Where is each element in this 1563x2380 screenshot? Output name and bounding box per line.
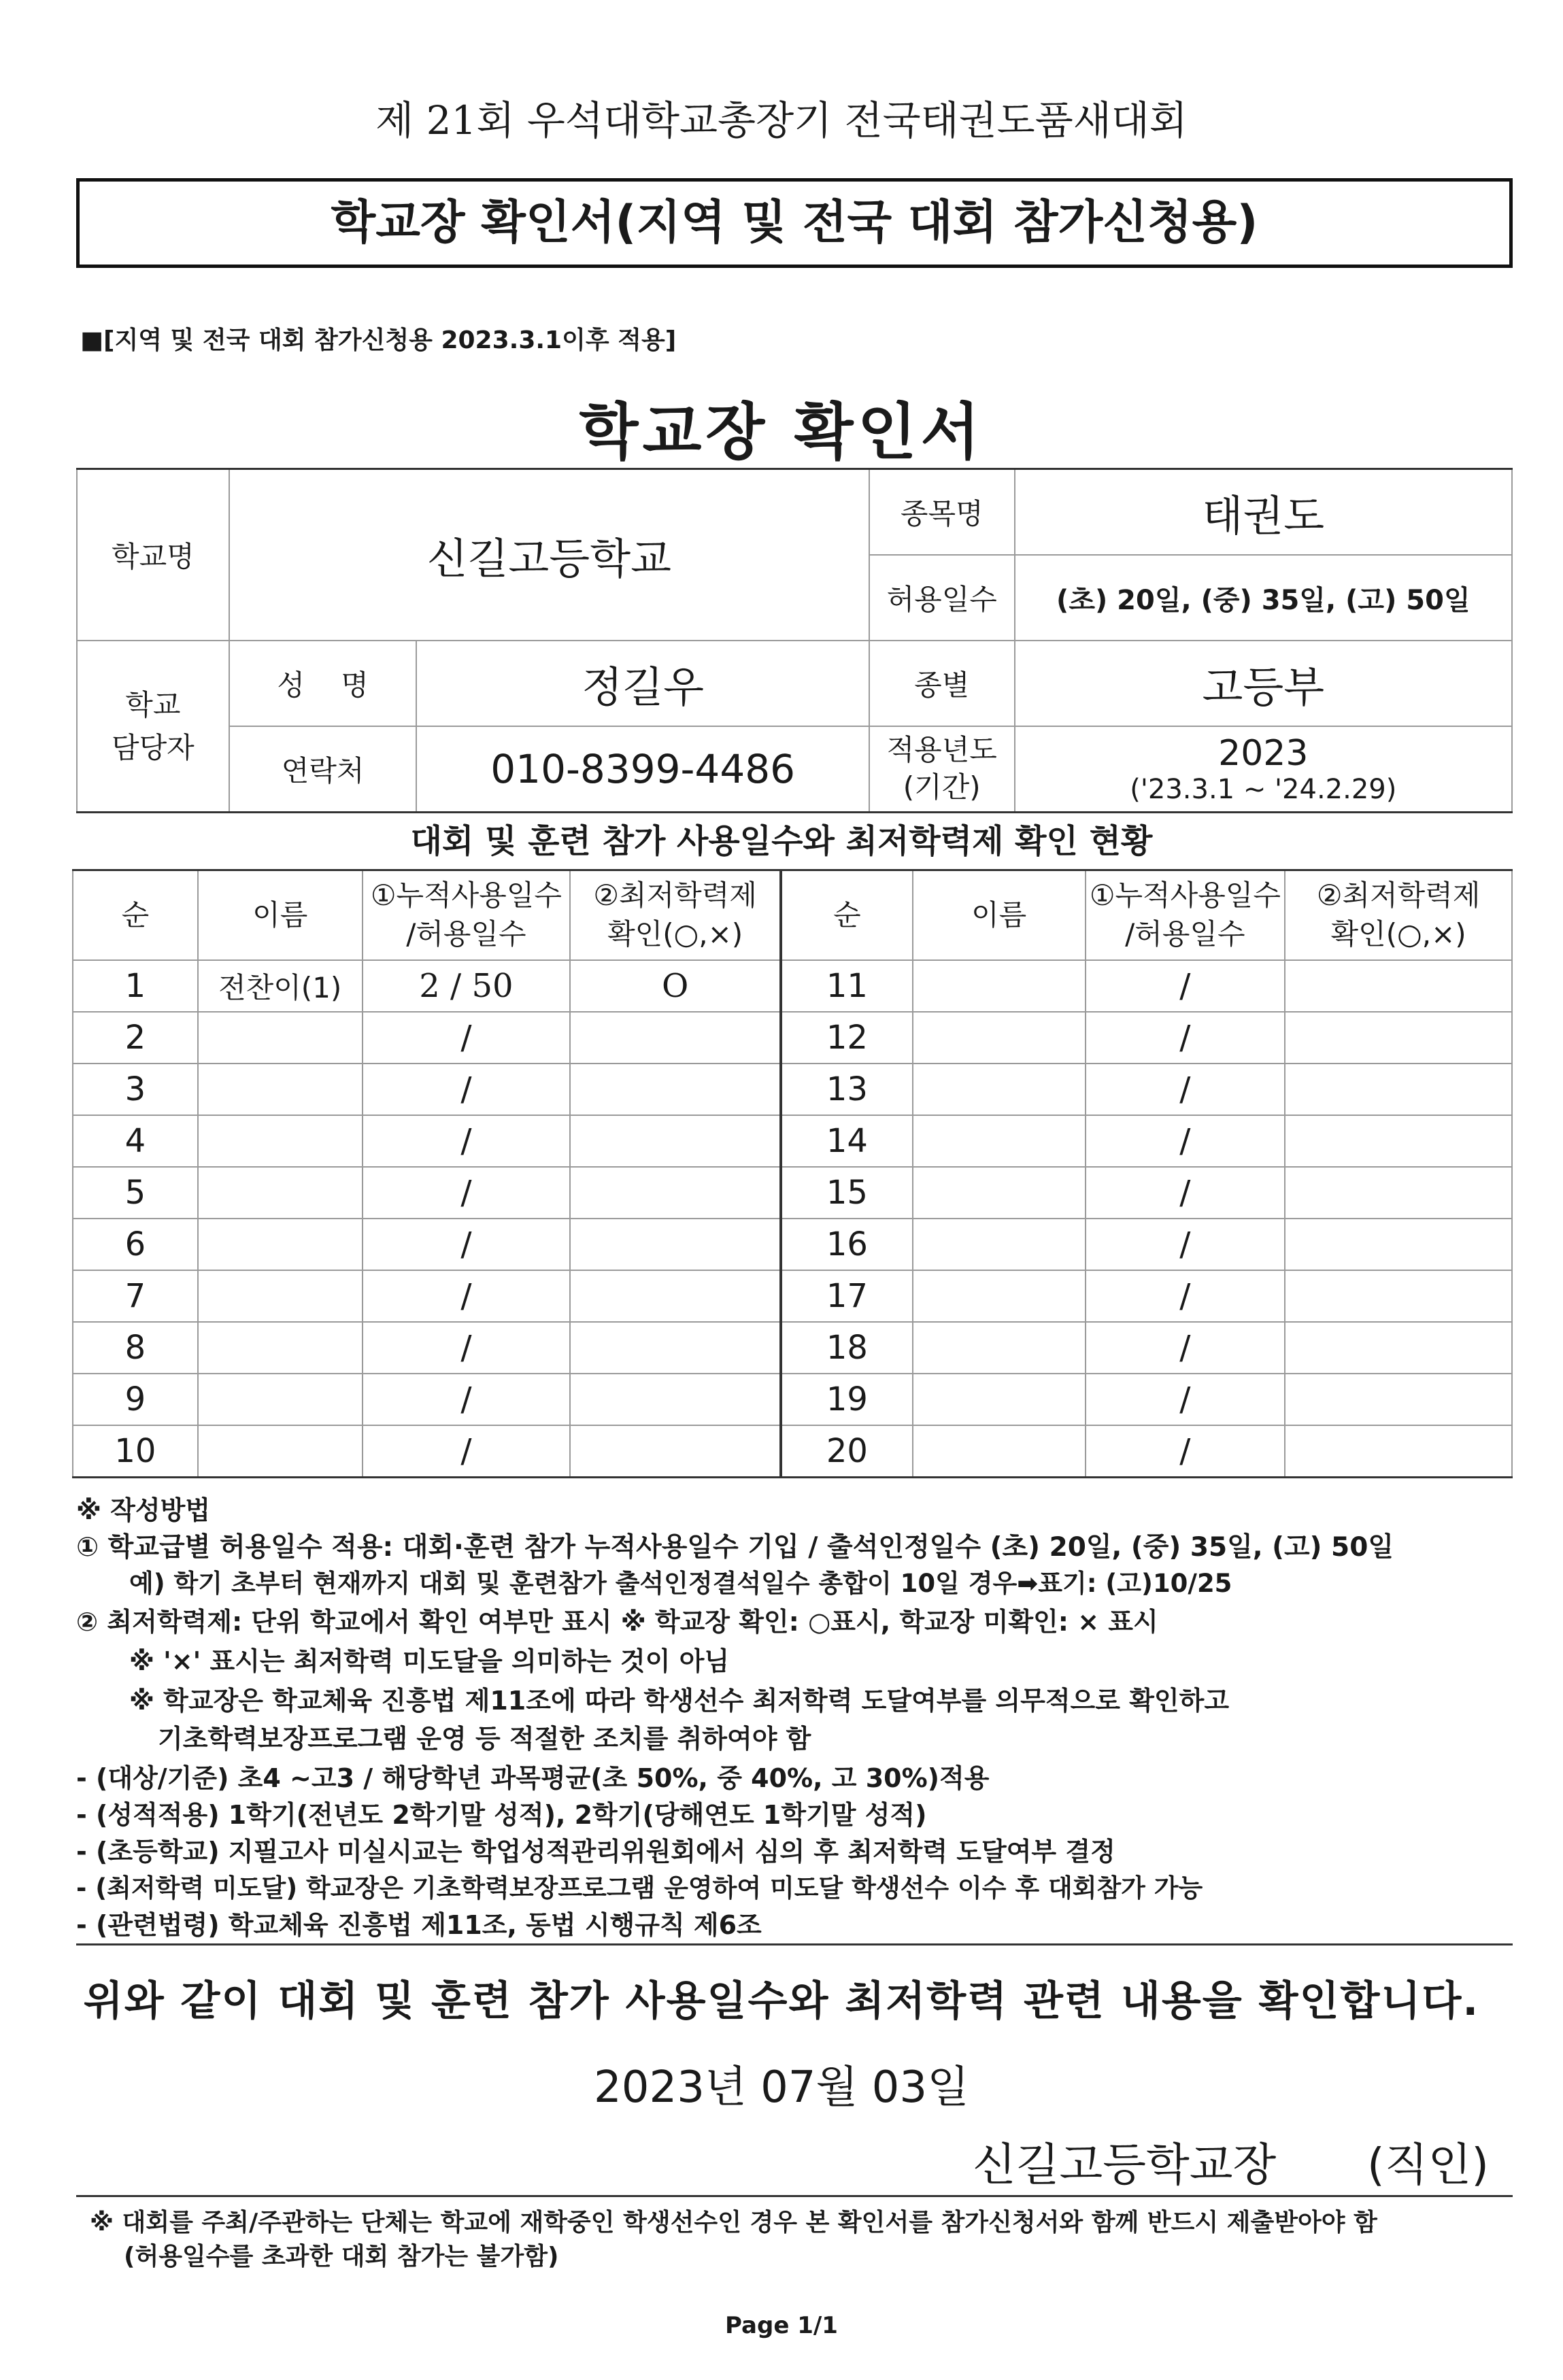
footer-note: ※ 대회를 주최/주관하는 단체는 학교에 재학중인 학생선수인 경우 본 확인서를 참가신청서와 함께 반드시 제출받아야 함 (90, 2209, 1377, 2237)
cell-no: 2 (73, 1012, 198, 1064)
cell-academic (1285, 1425, 1512, 1478)
table-row (73, 1322, 1512, 1374)
header-no: 순 (73, 870, 198, 961)
school-name-value: 신길고등학교 (229, 469, 869, 641)
school-name-label: 학교명 (77, 469, 229, 641)
cell-days: / (363, 1322, 571, 1374)
cell-academic (570, 1425, 781, 1478)
cell-name (913, 1167, 1086, 1219)
contact-value: 010-8399-4486 (416, 726, 869, 813)
header-no: 순 (781, 870, 913, 961)
note-item: 기초학력보장프로그램 운영 등 적절한 조치를 취하여야 함 (158, 1724, 811, 1754)
cell-academic (570, 1219, 781, 1270)
note-item: - (관련법령) 학교체육 진흥법 제11조, 동법 시행규칙 제6조 (76, 1910, 762, 1940)
cell-academic (1285, 1115, 1512, 1167)
principal-signature: 신길고등학교장 (973, 2139, 1277, 2191)
year-label: 적용년도 (기간) (869, 726, 1015, 813)
note-item: - (성적적용) 1학기(전년도 2학기말 성적), 2학기(당해연도 1학기말 성적) (76, 1800, 927, 1830)
cell-days: / (363, 1374, 571, 1425)
cell-no: 16 (781, 1219, 913, 1270)
cell-academic (1285, 1064, 1512, 1115)
status-title: 대회 및 훈련 참가 사용일수와 최저학력제 확인 현황 (410, 822, 1153, 860)
year-cell (1015, 726, 1512, 813)
note-heading: ※ 작성방법 (76, 1495, 211, 1525)
cell-name (913, 1219, 1086, 1270)
header-academic: ②최저학력제 확인(○,×) (570, 870, 781, 961)
table-row (73, 1219, 1512, 1270)
event-label: 종목명 (869, 469, 1015, 556)
table-row (73, 1374, 1512, 1425)
cell-name (913, 1115, 1086, 1167)
cell-days: / (1086, 1270, 1285, 1322)
cell-academic (570, 1115, 781, 1167)
manager-label: 학교 담당자 (77, 641, 229, 813)
footer-note: (허용일수를 초과한 대회 참가는 불가함) (124, 2243, 559, 2271)
cell-days: / (1086, 1374, 1285, 1425)
cell-academic: O (570, 960, 781, 1012)
note-item: ※ 학교장은 학교체육 진흥법 제11조에 따라 학생선수 최저학력 도달여부를 의무적으로 확인하고 (129, 1686, 1230, 1716)
official-seal: (직인) (1367, 2139, 1490, 2191)
cell-no: 13 (781, 1064, 913, 1115)
cell-name (913, 960, 1086, 1012)
cell-days: / (1086, 1064, 1285, 1115)
cell-days: / (363, 1425, 571, 1478)
cell-no: 19 (781, 1374, 913, 1425)
note-item: ② 최저학력제: 단위 학교에서 확인 여부만 표시 ※ 학교장 확인: ○표시, 학교장 미확인: × 표시 (76, 1607, 1158, 1637)
division-value: 고등부 (1015, 641, 1512, 726)
cell-academic (570, 1064, 781, 1115)
apply-note: ■[지역 및 전국 대회 참가신청용 2023.3.1이후 적용] (80, 326, 677, 354)
cell-name (198, 1012, 363, 1064)
cell-name (198, 1322, 363, 1374)
contact-label: 연락처 (229, 726, 417, 813)
cell-days: / (363, 1012, 571, 1064)
form-title: 학교장 확인서(지역 및 전국 대회 참가신청용) (331, 196, 1258, 250)
event-value: 태권도 (1015, 469, 1512, 556)
note-item: ① 학교급별 허용일수 적용: 대회·훈련 참가 누적사용일수 기입 / 출석인정일수 (초) 20일, (중) 35일, (고) 50일 (76, 1532, 1394, 1563)
cell-no: 1 (73, 960, 198, 1012)
name-value: 정길우 (416, 641, 869, 726)
cell-days: / (1086, 1322, 1285, 1374)
cell-academic (1285, 1322, 1512, 1374)
cell-no: 10 (73, 1425, 198, 1478)
cell-name (198, 1115, 363, 1167)
usage-table (72, 869, 1513, 1478)
cell-name: 전찬이(1) (198, 960, 363, 1012)
cell-no: 7 (73, 1270, 198, 1322)
cell-academic (570, 1374, 781, 1425)
cell-days: / (1086, 1219, 1285, 1270)
note-item: 예) 학기 초부터 현재까지 대회 및 훈련참가 출석인정결석일수 총합이 10일 경우➡표기: (고)10/25 (129, 1569, 1232, 1598)
cell-no: 8 (73, 1322, 198, 1374)
allowed-days-value: (초) 20일, (중) 35일, (고) 50일 (1015, 555, 1512, 641)
document-title: 학교장 확인서 (579, 396, 984, 468)
cell-days: / (363, 1115, 571, 1167)
cell-no: 20 (781, 1425, 913, 1478)
cell-days: / (363, 1064, 571, 1115)
cell-academic (570, 1167, 781, 1219)
header-days: ①누적사용일수 /허용일수 (1086, 870, 1285, 961)
cell-no: 14 (781, 1115, 913, 1167)
cell-no: 11 (781, 960, 913, 1012)
header-name: 이름 (913, 870, 1086, 961)
cell-academic (1285, 1219, 1512, 1270)
note-item: ※ '×' 표시는 최저학력 미도달을 의미하는 것이 아님 (129, 1646, 730, 1676)
table-row (73, 1115, 1512, 1167)
cell-no: 15 (781, 1167, 913, 1219)
table-row (73, 1270, 1512, 1322)
table-row (73, 1064, 1512, 1115)
cell-no: 9 (73, 1374, 198, 1425)
cell-name (913, 1425, 1086, 1478)
note-item: - (최저학력 미도달) 학교장은 기초학력보장프로그램 운영하여 미도달 학생선수 이수 후 대회참가 가능 (76, 1873, 1203, 1903)
cell-days: / (1086, 1167, 1285, 1219)
header-name: 이름 (198, 870, 363, 961)
cell-academic (1285, 960, 1512, 1012)
cell-academic (1285, 1167, 1512, 1219)
cell-name (198, 1425, 363, 1478)
cell-no: 18 (781, 1322, 913, 1374)
cell-name (198, 1374, 363, 1425)
name-label: 성 명 (229, 641, 417, 726)
cell-no: 3 (73, 1064, 198, 1115)
allowed-days-label: 허용일수 (869, 555, 1015, 641)
cell-academic (570, 1270, 781, 1322)
cell-days: / (1086, 1425, 1285, 1478)
header-academic: ②최저학력제 확인(○,×) (1285, 870, 1512, 961)
divider (76, 1943, 1513, 1945)
table-row (73, 1425, 1512, 1478)
cell-days: / (363, 1167, 571, 1219)
cell-academic (570, 1012, 781, 1064)
cell-academic (1285, 1374, 1512, 1425)
table-row (73, 1012, 1512, 1064)
cell-name (913, 1064, 1086, 1115)
cell-academic (1285, 1270, 1512, 1322)
cell-days: 2 / 50 (363, 960, 571, 1012)
division-label: 종별 (869, 641, 1015, 726)
year-value: 2023 (1218, 733, 1309, 774)
cell-name (198, 1270, 363, 1322)
page-number: Page 1/1 (725, 2312, 838, 2339)
cell-academic (1285, 1012, 1512, 1064)
cell-name (198, 1167, 363, 1219)
cell-no: 17 (781, 1270, 913, 1322)
header-days: ①누적사용일수 /허용일수 (363, 870, 571, 961)
cell-no: 4 (73, 1115, 198, 1167)
cell-name (913, 1374, 1086, 1425)
cell-days: / (1086, 1012, 1285, 1064)
event-title: 제 21회 우석대학교총장기 전국태권도품새대회 (375, 97, 1188, 143)
cell-academic (570, 1322, 781, 1374)
divider (76, 2195, 1513, 2197)
cell-no: 6 (73, 1219, 198, 1270)
cell-name (913, 1270, 1086, 1322)
note-item: - (대상/기준) 초4 ~고3 / 해당학년 과목평균(초 50%, 중 40%, 고 30%)적용 (76, 1763, 990, 1793)
table-row (73, 960, 1512, 1012)
cell-name (913, 1322, 1086, 1374)
confirm-statement: 위와 같이 대회 및 훈련 참가 사용일수와 최저학력 관련 내용을 확인합니다. (83, 1977, 1480, 2025)
table-row (73, 1167, 1512, 1219)
cell-name (198, 1064, 363, 1115)
period-value: ('23.3.1 ~ '24.2.29) (1130, 774, 1397, 805)
cell-name (198, 1219, 363, 1270)
cell-no: 12 (781, 1012, 913, 1064)
cell-days: / (363, 1219, 571, 1270)
cell-name (913, 1012, 1086, 1064)
issue-date: 2023년 07월 03일 (594, 2062, 969, 2113)
cell-days: / (1086, 1115, 1285, 1167)
note-item: - (초등학교) 지필고사 미실시교는 학업성적관리위원회에서 심의 후 최저학력 도달여부 결정 (76, 1837, 1115, 1867)
cell-days: / (1086, 960, 1285, 1012)
info-table (76, 468, 1513, 813)
cell-days: / (363, 1270, 571, 1322)
usage-header-row (73, 870, 1512, 961)
cell-no: 5 (73, 1167, 198, 1219)
